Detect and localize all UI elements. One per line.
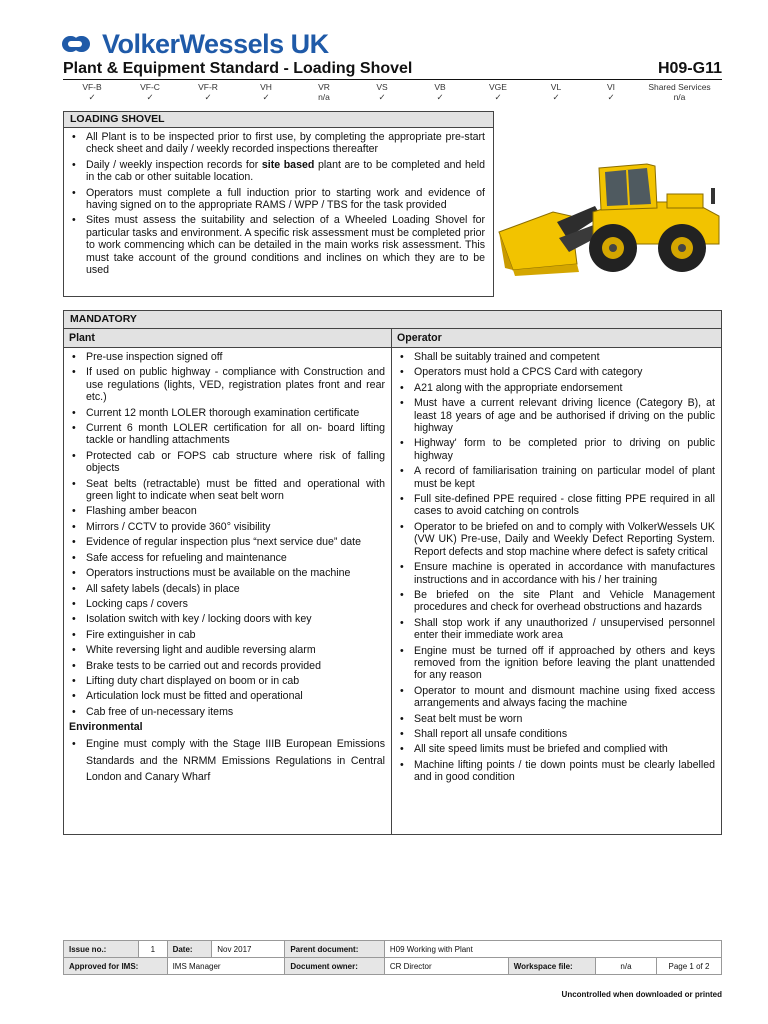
list-item: • Shall stop work if any unauthorized / unsupervised personnel enter their immediate work area	[392, 617, 715, 642]
mandatory-column-headers	[64, 329, 721, 348]
check-icon: ✓	[552, 92, 560, 102]
list-item: • Engine must comply with the Stage IIIB European Emissions Standards and the NRMM Emissions Regulations in Central London and Canary Wharf	[64, 736, 385, 786]
list-item: • Locking caps / covers	[64, 598, 385, 610]
list-item: • Must have a current relevant driving licence (Category B), at least 18 years of age and be authorised if driving on the public highway	[392, 397, 715, 434]
environmental-list	[64, 736, 385, 786]
page-number: Page 1 of 2	[656, 958, 721, 975]
check-icon: ✓	[146, 92, 154, 102]
operating-company-name: VF-C	[140, 82, 160, 92]
document-code: H09-G11	[657, 60, 722, 77]
list-item: • Engine must be turned off if approached by others and keys removed from the ignition before leaving the plant unattended for any reason	[392, 645, 715, 682]
list-item: • Flashing amber beacon	[64, 505, 385, 517]
operating-company-name: VF-R	[198, 82, 218, 92]
list-item: • Protected cab or FOPS cab structure where risk of falling objects	[64, 450, 385, 475]
list-item: • Operator to be briefed on and to comply with VolkerWessels UK (VW UK) Pre-use, Daily and Weekly Defect Reporting System. Report defects and stop machine where defect is safety critical	[392, 521, 715, 558]
document-control-table	[63, 940, 722, 975]
operator-column	[392, 348, 721, 835]
list-item: • Full site-defined PPE required - close fitting PPE required in all cases to avoid catching on controls	[392, 493, 715, 518]
list-item: • Cab free of un-necessary items	[64, 706, 385, 718]
list-item: • Evidence of regular inspection plus “next service due” date	[64, 536, 385, 548]
check-icon: ✓	[494, 92, 502, 102]
list-item: • Fire extinguisher in cab	[64, 629, 385, 641]
list-item: • Operators instructions must be available on the machine	[64, 567, 385, 579]
check-icon: ✓	[88, 92, 96, 102]
list-item: • All safety labels (decals) in place	[64, 583, 385, 595]
list-item: • Seat belt must be worn	[392, 713, 715, 725]
list-item: • White reversing light and audible reversing alarm	[64, 644, 385, 656]
parent-document-value: H09 Working with Plant	[384, 941, 721, 958]
list-item: • Operators must complete a full induction prior to starting work and evidence of having signed on to the appropriate RAMS / WPP / TBS for the task provided	[64, 187, 485, 212]
loading-shovel-image	[497, 160, 732, 280]
list-item: • Sites must assess the suitability and selection of a Wheeled Loading Shovel for particular tasks and environment. A specific risk assessment must be completed prior to work commencing which can be detailed in the main works risk assessment. This must take account of the ground conditions and inclines on which they are to be used	[64, 214, 485, 276]
list-item: • If used on public highway - compliance with Construction and use regulations (lights, VED, registration plates front and rear etc.)	[64, 366, 385, 403]
list-item: • Operators must hold a CPCS Card with category	[392, 366, 715, 378]
operating-company-name: VGE	[489, 82, 507, 92]
mandatory-columns	[64, 348, 721, 835]
mandatory-heading: MANDATORY	[64, 311, 721, 329]
list-item: • Highway' form to be completed prior to driving on public highway	[392, 437, 715, 462]
plant-column	[64, 348, 392, 835]
operating-company-name: VS	[376, 82, 388, 92]
list-item: • A21 along with the appropriate endorsement	[392, 382, 715, 394]
plant-heading: Plant	[64, 329, 392, 347]
list-item: • Lifting duty chart displayed on boom or in cab	[64, 675, 385, 687]
mandatory-section	[63, 310, 722, 835]
logo-text: VolkerWessels UK	[102, 28, 329, 59]
operator-heading: Operator	[397, 332, 442, 344]
list-item: • All site speed limits must be briefed and complied with	[392, 743, 715, 755]
loading-shovel-heading: LOADING SHOVEL	[64, 112, 493, 128]
operating-company-name: VI	[606, 82, 616, 92]
operating-company-names	[63, 82, 722, 92]
list-item: • Shall be suitably trained and competent	[392, 351, 715, 363]
list-item: • Articulation lock must be fitted and operational	[64, 690, 385, 702]
item-text: Daily / weekly inspection records for	[86, 158, 262, 171]
not-applicable-label: n/a	[673, 92, 686, 102]
list-item: • Seat belts (retractable) must be fitted and operational with green light to indicate when seat belt worn	[64, 478, 385, 503]
list-item: • Be briefed on the site Plant and Vehicle Management procedures and check for overhead obstructions and hazards	[392, 589, 715, 614]
list-item: • Isolation switch with key / locking doors with key	[64, 613, 385, 625]
parent-document-label: Parent document:	[285, 941, 385, 958]
operating-company-name: VB	[434, 82, 446, 92]
check-icon: ✓	[436, 92, 444, 102]
not-applicable-label: n/a	[318, 92, 330, 102]
issue-label: Issue no.:	[64, 941, 139, 958]
logo-mark-icon	[62, 33, 98, 55]
document-control-row	[64, 958, 722, 975]
title-divider	[63, 79, 722, 80]
list-item: • Current 6 month LOLER certification for all on- board lifting tackle or handling attachments	[64, 422, 385, 447]
check-icon: ✓	[204, 92, 212, 102]
document-control-row	[64, 941, 722, 958]
environmental-heading: Environmental	[69, 721, 143, 734]
plant-list	[64, 351, 385, 718]
approved-label: Approved for IMS:	[64, 958, 168, 975]
operating-company-name: VL	[550, 82, 562, 92]
operating-company-name: VF-B	[82, 82, 102, 92]
emphasis-text: site based	[261, 158, 315, 171]
document-title: Plant & Equipment Standard - Loading Shovel	[63, 60, 413, 77]
check-icon: ✓	[262, 92, 270, 102]
list-item: • A record of familiarisation training on particular model of plant must be kept	[392, 465, 715, 490]
operating-company-marks	[63, 92, 722, 103]
workspace-label: Workspace file:	[508, 958, 595, 975]
operating-companies-table	[63, 82, 722, 103]
list-item: • Operator to mount and dismount machine using fixed access arrangements and always facing the machine	[392, 685, 715, 710]
check-icon: ✓	[607, 92, 615, 102]
list-item: • Safe access for refueling and maintenance	[64, 552, 385, 564]
check-icon: ✓	[378, 92, 386, 102]
date-label: Date:	[167, 941, 212, 958]
company-logo	[62, 28, 329, 60]
list-item: • Pre-use inspection signed off	[64, 351, 385, 363]
list-item: • Current 12 month LOLER thorough examination certificate	[64, 407, 385, 419]
list-item: • All Plant is to be inspected prior to first use, by completing the appropriate pre-start check sheet and daily / weekly recorded inspections thereafter	[64, 131, 485, 156]
list-item: • Mirrors / CCTV to provide 360° visibility	[64, 521, 385, 533]
list-item: • Shall report all unsafe conditions	[392, 728, 715, 740]
operating-company-name: Shared Services	[648, 82, 711, 92]
operating-company-name: VH	[260, 82, 272, 92]
operator-list	[392, 351, 715, 784]
list-item: • Machine lifting points / tie down points must be clearly labelled and in good condition	[392, 759, 715, 784]
list-item	[64, 159, 485, 184]
list-item: • Ensure machine is operated in accordance with manufactures instructions and in accordance with his / her training	[392, 561, 715, 586]
item-text: plant are to be completed and held in the cab or other suitable location.	[86, 158, 486, 184]
workspace-value: n/a	[596, 958, 657, 975]
operating-company-name: VR	[318, 82, 330, 92]
loading-shovel-section	[63, 111, 494, 297]
owner-label: Document owner:	[285, 958, 385, 975]
owner-value: CR Director	[384, 958, 508, 975]
approved-value: IMS Manager	[167, 958, 285, 975]
list-item: • Brake tests to be carried out and records provided	[64, 660, 385, 672]
issue-value: 1	[139, 941, 167, 958]
loading-shovel-list	[64, 128, 493, 276]
date-value: Nov 2017	[212, 941, 285, 958]
disclaimer: Uncontrolled when downloaded or printed	[561, 990, 722, 999]
